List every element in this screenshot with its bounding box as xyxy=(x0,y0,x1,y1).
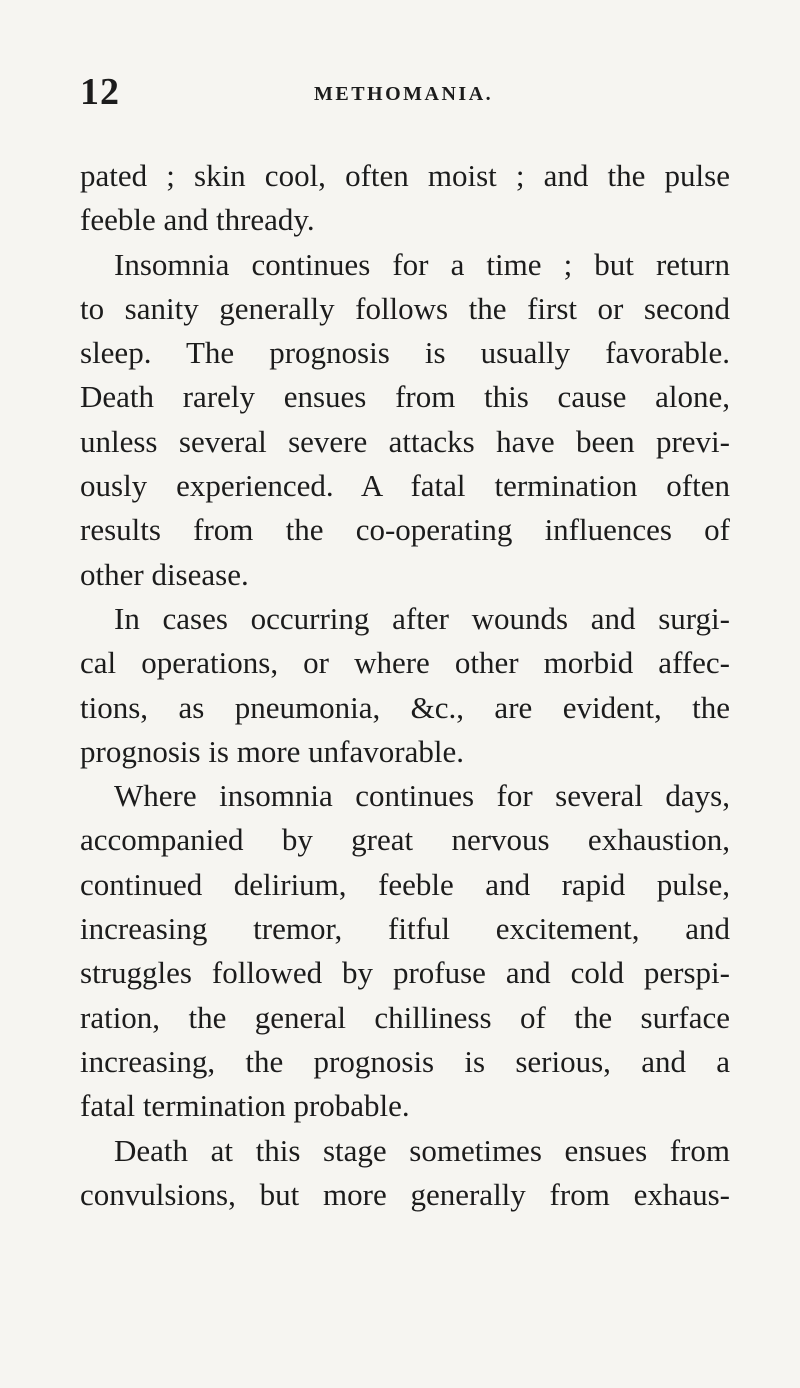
running-head xyxy=(80,72,730,122)
text-line: Where insomnia continues for several days, xyxy=(114,778,730,814)
text-line: continued delirium, feeble and rapid pulse, xyxy=(80,866,730,902)
text-line: increasing tremor, fitful excitement, and xyxy=(80,911,730,947)
text-line: prognosis is more unfavorable. xyxy=(80,733,464,769)
text-line: accompanied by great nervous exhaustion, xyxy=(80,822,730,858)
text-line: to sanity generally follows the first or second xyxy=(80,290,730,326)
text-line: Death at this stage sometimes ensues from xyxy=(114,1132,730,1168)
running-title: METHOMANIA. xyxy=(314,83,494,105)
page-number: 12 xyxy=(80,71,120,113)
text-line: Insomnia continues for a time ; but return xyxy=(114,246,730,282)
text-line: ration, the general chilliness of the surface xyxy=(80,999,730,1035)
text-line: feeble and thready. xyxy=(80,202,315,238)
text-line: cal operations, or where other morbid affec- xyxy=(80,645,730,681)
text-line: other disease. xyxy=(80,556,249,592)
text-line: results from the co-operating influences of xyxy=(80,512,730,548)
text-line: Death rarely ensues from this cause alone, xyxy=(80,379,730,415)
text-line: increasing, the prognosis is serious, and a xyxy=(80,1043,730,1079)
text-line: ously experienced. A fatal termination often xyxy=(80,468,730,504)
text-line: fatal termination probable. xyxy=(80,1088,410,1124)
text-line: convulsions, but more generally from exhaus- xyxy=(80,1176,730,1212)
text-line: sleep. The prognosis is usually favorable. xyxy=(80,335,730,371)
text-line: unless several severe attacks have been previ- xyxy=(80,423,730,459)
body-text xyxy=(80,154,730,1217)
text-line: pated ; skin cool, often moist ; and the pulse xyxy=(80,158,730,193)
text-line: In cases occurring after wounds and surgi- xyxy=(114,600,730,636)
text-line: struggles followed by profuse and cold perspi- xyxy=(80,955,730,991)
text-line: tions, as pneumonia, &c., are evident, the xyxy=(80,689,730,725)
